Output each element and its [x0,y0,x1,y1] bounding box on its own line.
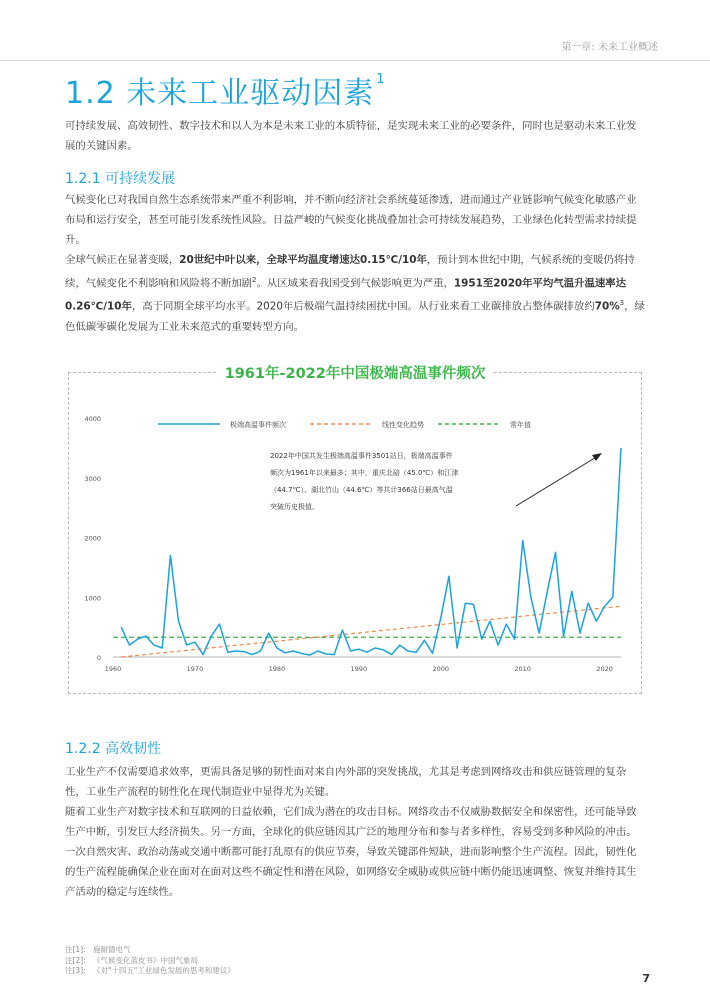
sustainable-paragraph-1: 气候变化已对我国自然生态系统带来严重不利影响，并不断向经济社会系统蔓延渗透，进而通过产业链影响气候变化敏感产业布局和运行安全，甚至可能引发系统性风险。日益严峻的气候变化挑战叠加社会可持续发展趋势，工业绿色化转型需求持续提升。 [65,194,637,246]
x-tick-label: 2010 [514,665,531,673]
chapter-header: 第一章: 未来工业概述 [561,42,658,53]
intro-paragraph: 可持续发展、高效韧性、数字技术和以人为本是未来工业的本质特征，是实现未来工业的必要条件，同时也是驱动未来工业发展的关键因素。 [65,120,637,152]
x-tick-label: 1980 [268,665,286,673]
annotation-arrow-head [592,453,602,461]
section-title-text: 未来工业驱动因素 [126,76,375,111]
footnote-1 [65,945,235,956]
x-tick-label: 2000 [432,665,450,673]
footnote-2 [65,956,235,967]
resilience-paragraph-2: 随着工业生产对数字技术和互联网的日益依赖，它们成为潜在的攻击目标。网络攻击不仅威胁数据安全和保密性，还可能导致生产中断，引发巨大经济损失。另一方面，全球化的供应链因其广泛的地理分布和参与者多样性，容易受到多种风险的冲击。一次自然灾害、政治动荡或交通中断都可能打乱原有的供应节奏，导致关键部件短缺，进而影响整个生产流程。因此，韧性化的生产流程能确保企业在面对在面对这些不确定性和潜在风险，如网络安全威胁或供应链中断仍能迅速调整、恢复并维持其生产活动的稳定与连续性。 [65,806,637,898]
sustainable-paragraph-2 [65,250,645,337]
annotation-line-3: （44.7℃）、湖北竹山（44.6℃）等共计366站日最高气温 [270,486,453,494]
header-rule [0,60,710,61]
x-tick-label: 1970 [186,665,204,673]
y-tick-label: 4000 [84,415,101,423]
footnotes [65,945,235,977]
annotation-line-4: 突破历史极值。 [270,503,319,511]
footnote-mark: 注[3]: [65,966,86,975]
footnote-text: 《气候变化蓝皮书》中国气象局 [93,955,198,965]
p2-text-c: ，预计到本世纪中期，气候系统的变暖仍将持续，气候变化不利影响和风险将不断加剧 [65,254,635,290]
p2-text-h: ，绿色低碳零碳化发展为工业未来范式的重要转型方向。 [65,300,645,333]
extreme-heat-chart [68,372,640,692]
y-tick-label: 0 [96,654,101,662]
chart-title-text: 1961年-2022年中国极端高温事件频次 [217,366,494,382]
x-tick-label: 1960 [104,665,122,673]
footnote-mark: 注[2]: [65,955,86,965]
p2-text-a: 全球气候正在显著变暖， [65,254,180,266]
p2-text-f: ，高于同期全球平均水平。2020年后极端气温持续困扰中国。从行业来看工业碳排放占整体碳排放约 [131,300,595,313]
frequency-series-line [121,448,621,655]
annotation-line-2: 频次为1961年以来最多；其中，重庆北碚（45.0℃）和江津 [270,469,459,477]
footnote-mark: 注[1]: [65,945,86,954]
y-tick-label: 3000 [84,474,101,483]
annotation-arrow-line [516,456,598,506]
footnote-3 [65,966,235,977]
p2-footnote-ref-3[interactable]: 3 [619,299,625,308]
resilience-paragraph-1: 工业生产不仅需要追求效率，更需具备足够的韧性面对来自内外部的突发挑战，尤其是考虑到网络攻击和供应链管理的复杂性，工业生产流程的韧性化在现代制造业中显得尤为关键。 [65,766,627,798]
legend-label-1: 极端高温事件频次 [230,421,286,429]
page-number: 7 [642,972,650,985]
subsection-title-resilience: 1.2.2 高效韧性 [65,741,162,757]
footnote-text: 《对"十四五"工业绿色发展的思考和建议》 [93,966,235,975]
legend-label-3: 常年值 [510,421,531,429]
y-tick-label: 1000 [84,594,101,603]
p2-text-d: 。从区域来看我国受到气候影响更为严重， [256,277,454,290]
p2-bold-70pct: 70% [594,300,620,313]
section-title [65,68,386,112]
p2-bold-china-rate: 1951至2020年平均气温升温速率达0.26℃/10年 [65,277,627,313]
legend-label-2: 线性变化趋势 [382,421,424,429]
x-tick-label: 2020 [596,665,613,673]
p2-footnote-ref-2[interactable]: 2 [252,276,257,284]
x-tick-label: 1990 [350,665,368,673]
section-number: 1.2 [65,76,116,111]
footnote-text: 施耐德电气 [93,945,131,954]
section-footnote-ref[interactable]: 1 [376,72,386,87]
subsection-title-sustainable: 1.2.1 可持续发展 [65,171,176,187]
p2-bold-global-rate: 20世纪中叶以来，全球平均温度增速达0.15℃/10年 [179,254,427,266]
annotation-line-1: 2022年中国共发生极端高温事件3501站日，极端高温事件 [270,452,453,460]
y-tick-label: 2000 [84,534,101,543]
